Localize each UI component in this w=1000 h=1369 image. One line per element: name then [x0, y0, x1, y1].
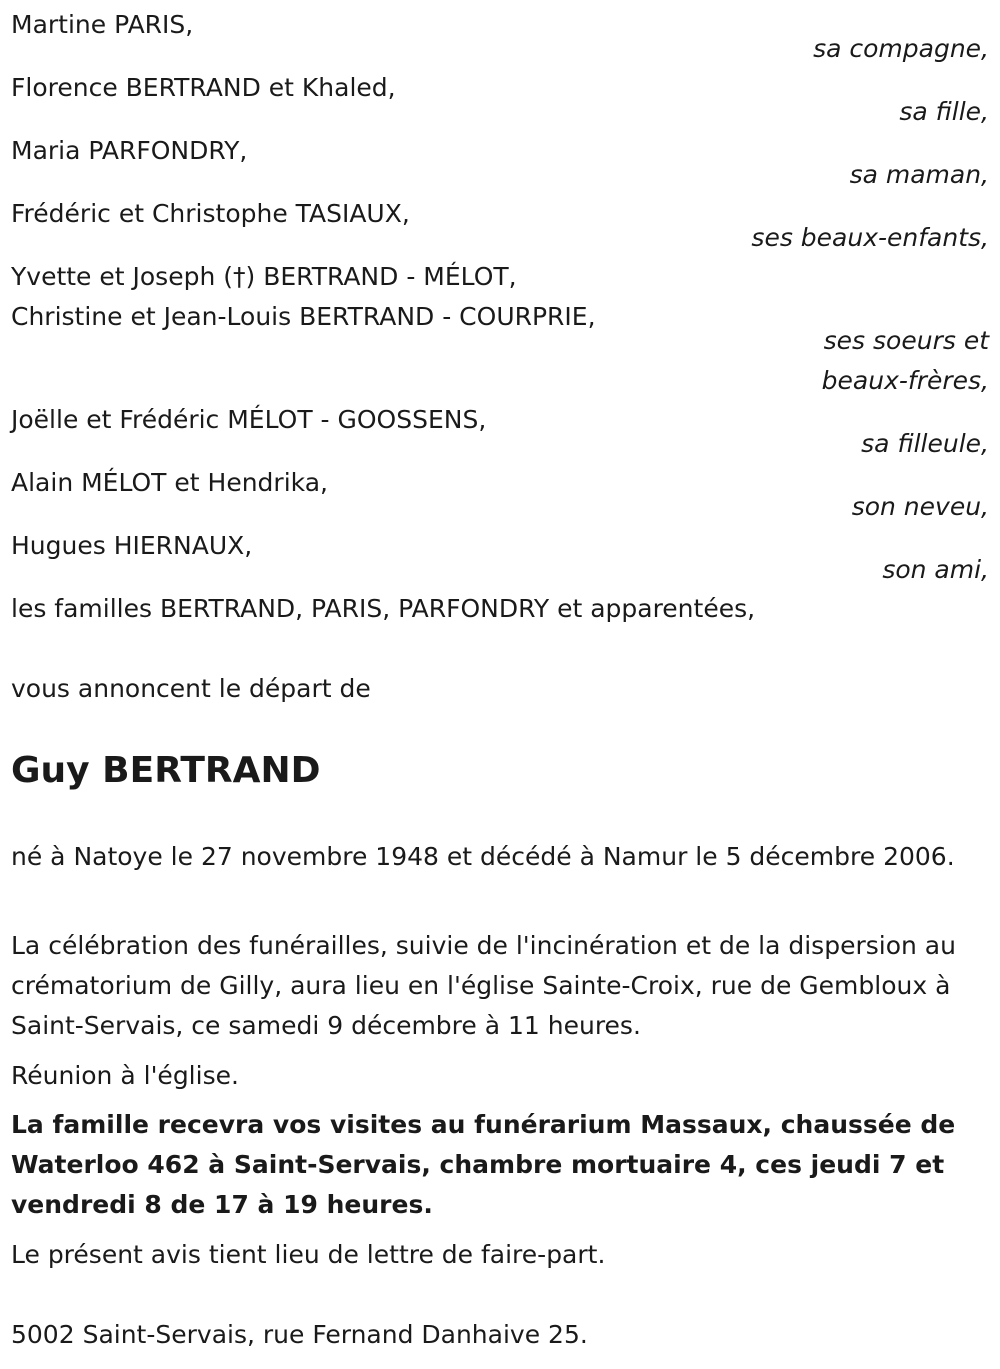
family-entry-nephew	[11, 463, 989, 503]
birth-death-paragraph: né à Natoye le 27 novembre 1948 et décédé à Namur le 5 décembre 2006.	[11, 842, 955, 871]
family-role-line: beaux-frères,	[821, 366, 989, 395]
family-role	[822, 321, 989, 401]
family-entry-daughter	[11, 68, 989, 108]
family-role: sa filleule,	[861, 429, 989, 458]
family-name: Hugues HIERNAUX,	[11, 531, 253, 560]
deceased-name: Guy BERTRAND	[11, 750, 321, 791]
family-name: Maria PARFONDRY,	[11, 136, 248, 165]
family-entry-goddaughter	[11, 400, 989, 440]
visits-paragraph: La famille recevra vos visites au funérarium Massaux, chaussée de Waterloo 462 à Saint-Servais, chambre mortuaire 4, ces jeudi 7 et vendredi 8 de 17 à 19 heures.	[11, 1110, 956, 1219]
family-name: Martine PARIS,	[11, 10, 194, 39]
family-role-line: ses soeurs et	[823, 326, 989, 355]
family-role: ses beaux-enfants,	[751, 223, 989, 252]
funeral-paragraph: La célébration des funérailles, suivie de l'incinération et de la dispersion au crématorium de Gilly, aura lieu en l'église Sainte-Croix, rue de Gembloux à Saint-Servais, ce samedi 9 décembre à 11 heures.	[11, 931, 956, 1040]
family-name: Yvette et Joseph (†) BERTRAND - MÉLOT,	[11, 262, 517, 291]
family-role: sa fille,	[899, 97, 989, 126]
announcement-line: vous annoncent le départ de	[11, 674, 371, 703]
family-name: Frédéric et Christophe TASIAUX,	[11, 199, 410, 228]
reunion-paragraph: Réunion à l'église.	[11, 1061, 239, 1090]
family-name: Florence BERTRAND et Khaled,	[11, 73, 396, 102]
families-line: les familles BERTRAND, PARIS, PARFONDRY et apparentées,	[11, 594, 756, 623]
family-role: sa compagne,	[813, 34, 989, 63]
family-name: Alain MÉLOT et Hendrika,	[11, 468, 328, 497]
family-role: son neveu,	[851, 492, 989, 521]
family-name: Christine et Jean-Louis BERTRAND - COURPRIE,	[11, 302, 596, 331]
notice-paragraph: Le présent avis tient lieu de lettre de faire-part.	[11, 1240, 606, 1269]
family-entry-friend	[11, 526, 989, 566]
family-entry-mother	[11, 131, 989, 171]
family-role: son ami,	[882, 555, 989, 584]
family-name: Joëlle et Frédéric MÉLOT - GOOSSENS,	[11, 405, 487, 434]
address-line: 5002 Saint-Servais, rue Fernand Danhaive 25.	[11, 1320, 588, 1349]
family-role: sa maman,	[849, 160, 989, 189]
